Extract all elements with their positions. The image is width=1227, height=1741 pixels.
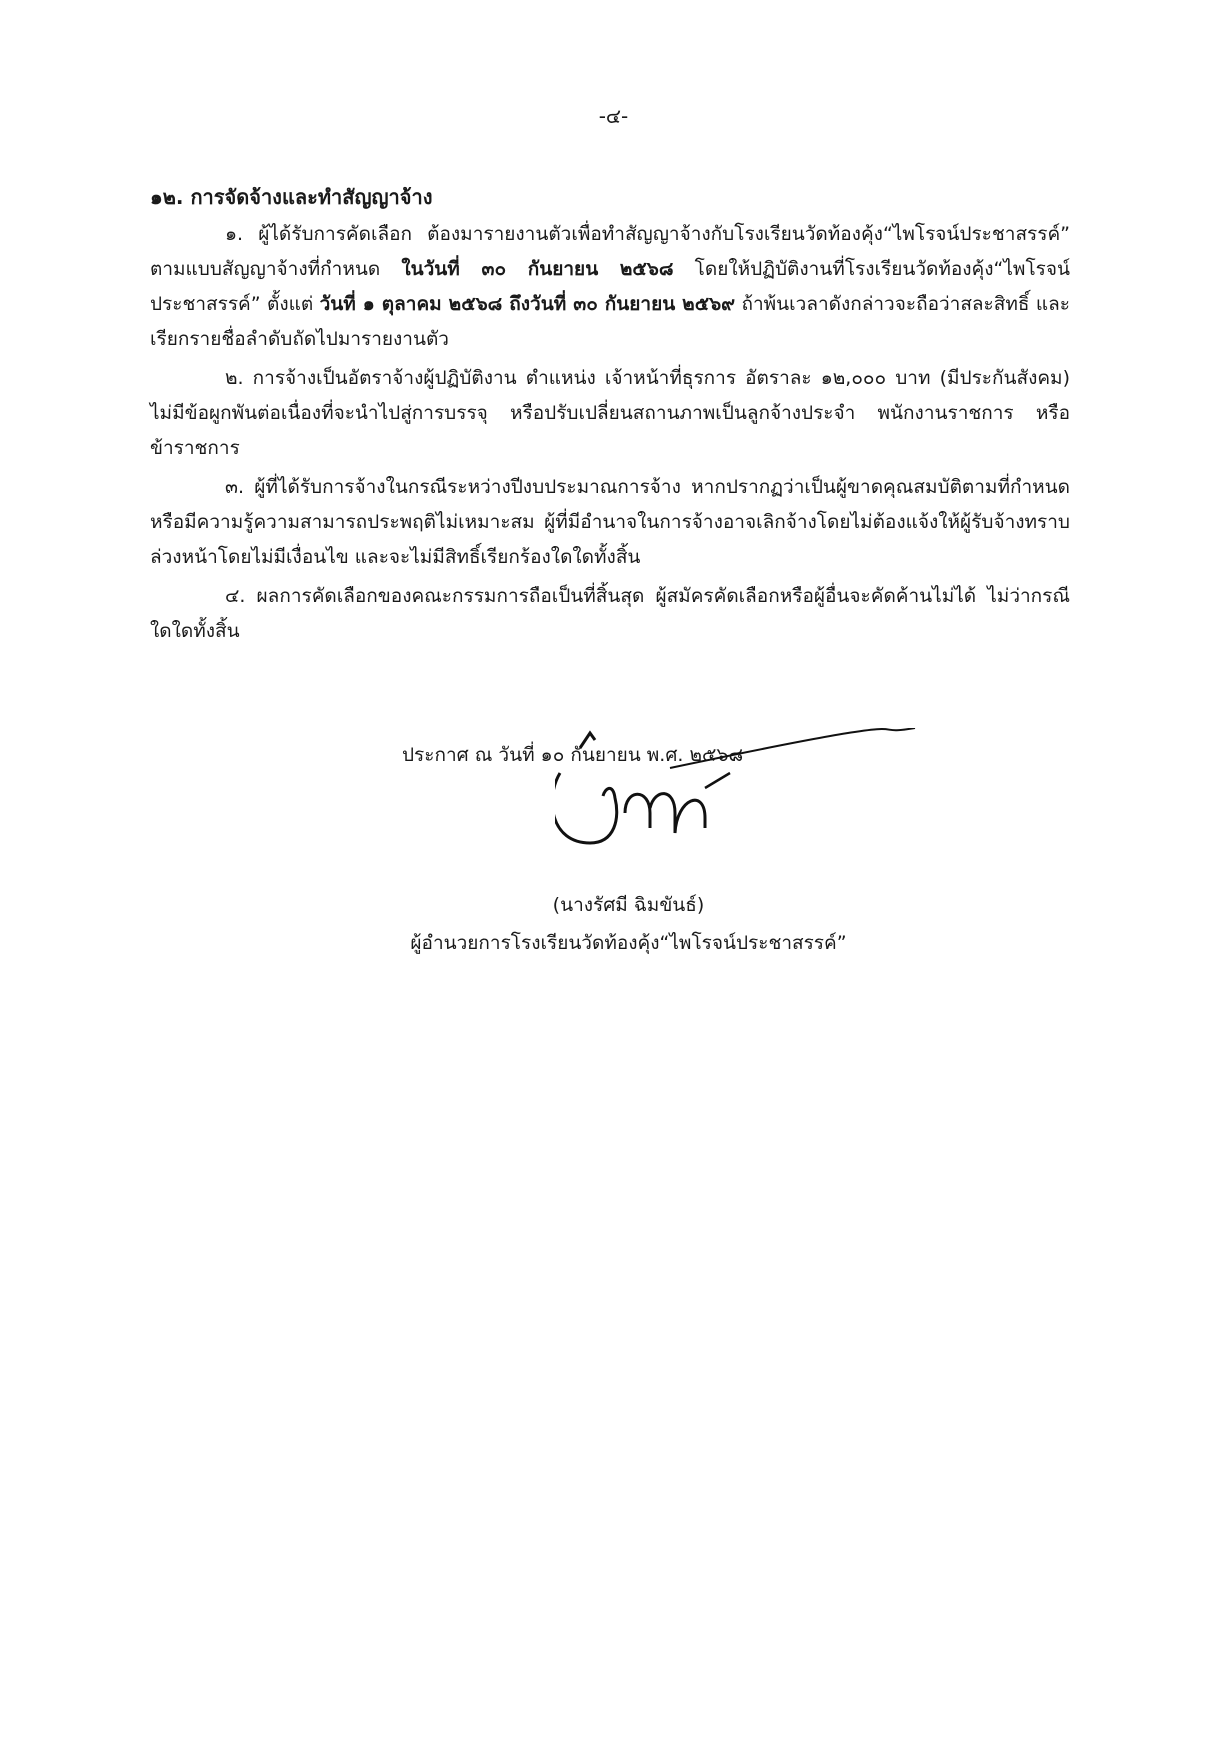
paragraph-text: ๓. ผู้ที่ได้รับการจ้างในกรณีระหว่างปีงบประมาณการจ้าง หากปรากฏว่าเป็นผู้ขาดคุณสมบัติตามที่กำหนด หรือมีความรู้ความสามารถประพฤติไม่เหมาะสม ผู้ที่มีอำนาจในการจ้างอาจเลิกจ้างโดยไม่ต้องแจ้งให้ผู้รับจ้างทราบล่วงหน้าโดยไม่มีเงื่อนไข และจะไม่มีสิทธิ์เรียกร้องใดใดทั้งสิ้น xyxy=(150,476,1070,568)
paragraph-text: ๑. ผู้ได้รับการคัดเลือก ต้องมารายงานตัวเพื่อทำสัญญาจ้างกับโรงเรียนวัดท้องคุ้ง“ไพโรจน์ประชาสรรค์” ตามแบบสัญญาจ้างที่กำหนด xyxy=(150,223,1070,280)
signer-name-block xyxy=(0,890,1227,920)
section-title: ๑๒. การจัดจ้างและทำสัญญาจ้าง xyxy=(150,185,433,209)
paragraph xyxy=(150,470,1070,575)
paragraph-text: โดยให้ปฏิบัติงานที่โรงเรียนวัดท้องคุ้ง“ไพโรจน์ประชาสรรค์” ตั้งแต่ xyxy=(150,258,1070,315)
paragraph xyxy=(150,579,1070,649)
signer-title: ผู้อำนวยการโรงเรียนวัดท้องคุ้ง“ไพโรจน์ประชาสรรค์” xyxy=(410,932,847,954)
paragraph-text: ๒. การจ้างเป็นอัตราจ้างผู้ปฏิบัติงาน ตำแหน่ง เจ้าหน้าที่ธุรการ อัตราละ ๑๒,๐๐๐ บาท (มีประกันสังคม) ไม่มีข้อผูกพันต่อเนื่องที่จะนำไปสู่การบรรจุ หรือปรับเปลี่ยนสถานภาพเป็นลูกจ้างประจำ พนักงานราชการ หรือข้าราชการ xyxy=(150,367,1070,459)
signature-image xyxy=(555,728,935,878)
paragraph-text: ๔. ผลการคัดเลือกของคณะกรรมการถือเป็นที่สิ้นสุด ผู้สมัครคัดเลือกหรือผู้อื่นจะคัดค้านไม่ได้ ไม่ว่ากรณีใดใดทั้งสิ้น xyxy=(150,585,1070,642)
paragraph xyxy=(150,217,1070,357)
signer-title-block xyxy=(0,928,1227,958)
signer-name: (นางรัศมี ฉิมขันธ์) xyxy=(552,894,705,916)
page-number: -๔- xyxy=(598,104,629,128)
announcement-date: ประกาศ ณ วันที่ ๑๐ กันยายน พ.ศ. ๒๕๖๘ xyxy=(402,744,744,766)
paragraph-list xyxy=(150,217,1070,649)
paragraph-text: ถ้าพ้นเวลาดังกล่าวจะถือว่าสละสิทธิ์ และเรียกรายชื่อลำดับถัดไปมารายงานตัว xyxy=(150,293,1070,350)
paragraph xyxy=(150,361,1070,466)
bold-text: วันที่ ๑ ตุลาคม ๒๕๖๘ ถึงวันที่ ๓๐ กันยายน ๒๕๖๙ xyxy=(319,293,736,315)
hiring-contract-section xyxy=(150,180,1070,653)
bold-text: ในวันที่ ๓๐ กันยายน ๒๕๖๘ xyxy=(401,258,674,280)
